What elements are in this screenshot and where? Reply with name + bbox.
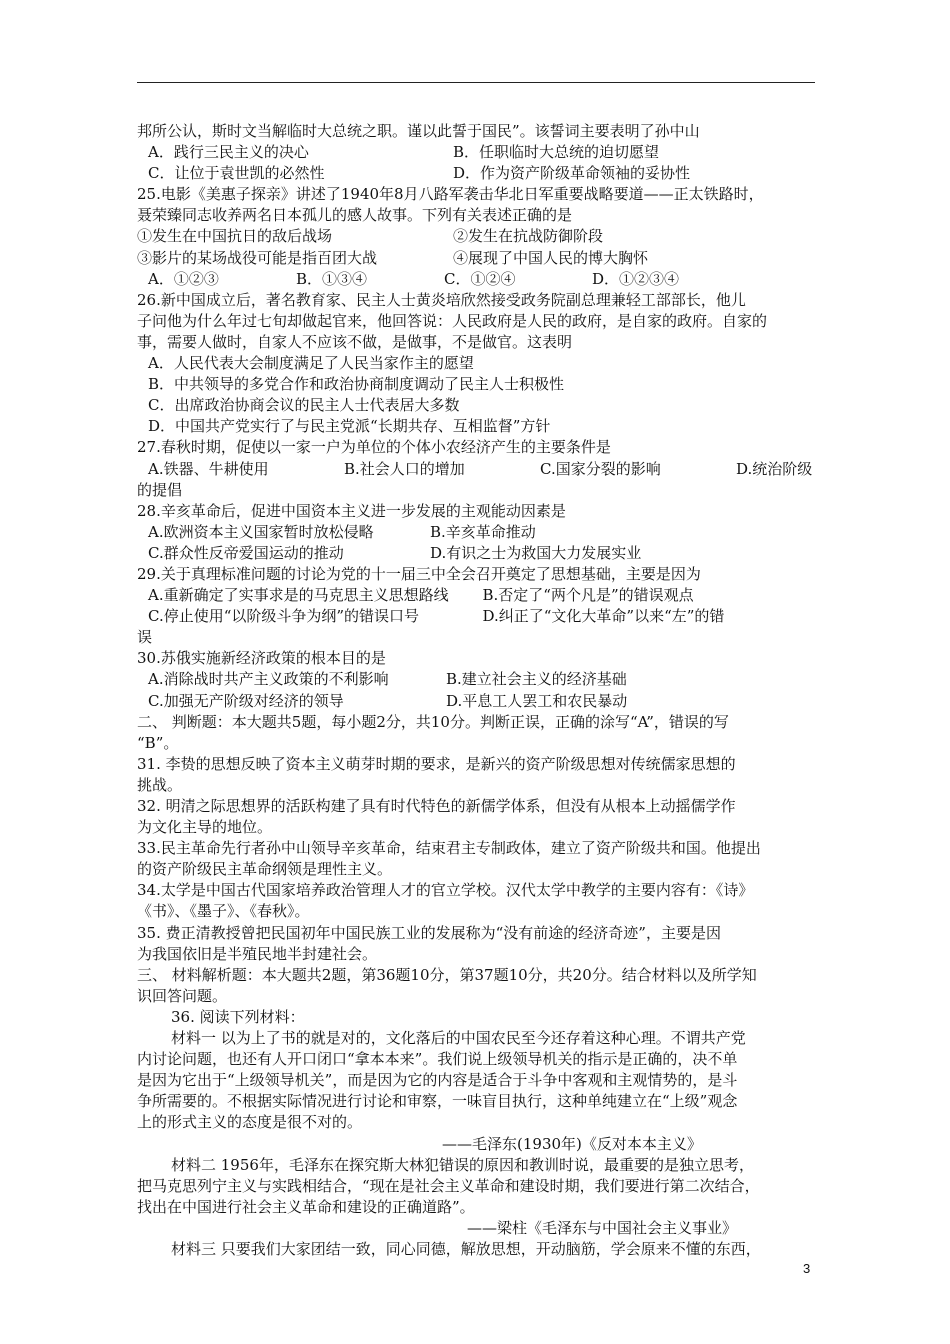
text-line: 为我国依旧是半殖民地半封建社会。 [137,944,378,963]
material-1-line: 材料一 以为上了书的就是对的，文化落后的中国农民至今还存着这种心理。不谓共产党 [171,1029,746,1048]
q27-option-c: C.国家分裂的影响 [540,459,661,478]
page-content [137,121,817,1260]
text-line: 《书》、《墨子》、《春秋》。 [137,902,310,921]
q28-option-c: C.群众性反帝爱国运动的推动 [148,543,344,562]
question-25: 25.电影《美惠子探亲》讲述了1940年8月八路军袭击华北日军重要战略要道——正太铁路时， [137,185,764,204]
question-30: 30.苏俄实施新经济政策的根本目的是 [137,649,386,668]
q25-item-1: ①发生在中国抗日的敌后战场 [137,227,333,246]
q30-options [137,691,817,712]
text-line: 事，需要人做时，自家人不应该不做，是做事，不是做官。这表明 [137,332,573,351]
q30-options [137,669,817,690]
q27-option-d: D.统治阶级 [736,459,813,478]
q26-option-b: B．中共领导的多党合作和政治协商制度调动了民主人士积极性 [148,375,565,394]
q29-options [137,606,817,627]
question-36: 36. 阅读下列材料： [171,1007,305,1026]
material-1-source: ——毛泽东(1930年)《反对本本主义》 [442,1134,702,1153]
q24-options [137,163,817,184]
page-number: 3 [803,1261,811,1276]
q25-item-4: ④展现了中国人民的博大胸怀 [453,248,649,267]
question-29: 29.关于真理标准问题的讨论为党的十一届三中全会召开奠定了思想基础，主要是因为 [137,564,701,583]
text-line: 的资产阶级民主革命纲领是理性主义。 [137,860,393,879]
material-1-line: 内讨论问题，也还有人开口闭口“拿本本来”。我们说上级领导机关的指示是正确的，决不单 [137,1050,738,1069]
q28-option-a: A.欧洲资本主义国家暂时放松侵略 [148,522,374,541]
header-rule [137,82,815,83]
q25-options [137,269,817,290]
text-line: 子问他为什么年过七旬却做起官来，他回答说：人民政府是人民的政府，是自家的政府。自家的 [137,311,768,330]
q29-option-c: C.停止使用“以阶级斗争为纲”的错误口号 [148,607,420,626]
q30-option-c: C.加强无产阶级对经济的领导 [148,691,344,710]
q26-option-c: C．出席政治协商会议的民主人士代表居大多数 [148,396,460,415]
q25-option-d: D．①②③④ [592,269,680,288]
text-line: 为文化主导的地位。 [137,818,273,837]
material-3-line: 材料三 只要我们大家团结一致，同心同德，解放思想，开动脑筋，学会原来不懂的东西， [171,1239,761,1258]
q30-option-d: D.平息工人罢工和农民暴动 [446,691,628,710]
question-33: 33.民主革命先行者孙中山领导辛亥革命，结束君主专制政体，建立了资产阶级共和国。他提出 [137,839,761,858]
q24-options [137,142,817,163]
q25-option-c: C．①②④ [444,269,516,288]
material-2-line: 把马克思列宁主义与实践相结合，“现在是社会主义革命和建设时期，我们要进行第二次结合， [137,1176,760,1195]
text-line: 识回答问题。 [137,986,228,1005]
material-1-line: 争所需要的。不根据实际情况进行讨论和审察，一味盲目执行，这种单纯建立在“上级”观念 [137,1092,738,1111]
question-26: 26.新中国成立后，著名教育家、民主人士黄炎培欣然接受政务院副总理兼轻工部部长，他儿 [137,290,746,309]
text-line: 聂荣臻同志收养两名日本孤儿的感人故事。下列有关表述正确的是 [137,206,573,225]
material-2-line: 材料二 1956年，毛泽东在探究斯大林犯错误的原因和教训时说，最重要的是独立思考， [171,1155,754,1174]
material-1-line: 上的形式主义的态度是很不对的。 [137,1113,363,1132]
question-31: 31. 李贽的思想反映了资本主义萌芽时期的要求，是新兴的资产阶级思想对传统儒家思想的 [137,754,736,773]
q28-options [137,522,817,543]
question-34: 34.太学是中国古代国家培养政治管理人才的官立学校。汉代太学中教学的主要内容有：《诗》 [137,881,754,900]
q25-option-a: A．①②③ [148,269,219,288]
section-2-heading: 二、 判断题：本大题共5题，每小题2分，共10分。判断正误，正确的涂写“A”，错误的写 [137,712,729,731]
q24-option-d: D．作为资产阶级革命领袖的妥协性 [453,164,691,183]
text-line: 的提倡 [137,480,183,499]
section-3-heading: 三、 材料解析题：本大题共2题，第36题10分，第37题10分，共20分。结合材料以及所学知 [137,965,757,984]
q25-items [137,248,817,269]
q27-option-b: B.社会人口的增加 [344,459,465,478]
q28-options [137,543,817,564]
q25-item-2: ②发生在抗战防御阶段 [453,227,604,246]
q27-option-a: A.铁器、牛耕使用 [148,459,269,478]
text-line: 挑战。 [137,775,183,794]
text-line: 误 [137,628,153,647]
q24-option-a: A．践行三民主义的决心 [148,143,309,162]
q29-options [137,585,817,606]
question-35: 35. 费正清教授曾把民国初年中国民族工业的发展称为“没有前途的经济奇迹”，主要是因 [137,923,721,942]
q30-option-a: A.消除战时共产主义政策的不利影响 [148,670,389,689]
q25-items [137,226,817,247]
question-27: 27.春秋时期，促使以一家一户为单位的个体小农经济产生的主要条件是 [137,438,611,457]
q25-item-3: ③影片的某场战役可能是指百团大战 [137,248,378,267]
q30-option-b: B.建立社会主义的经济基础 [446,670,627,689]
q24-option-c: C．让位于袁世凯的必然性 [148,164,325,183]
q29-option-d: D.纠正了“文化大革命”以来“左”的错 [482,607,725,626]
material-1-line: 是因为它出于“上级领导机关”，而是因为它的内容是适合于斗争中客观和主观情势的，是斗 [137,1071,738,1090]
question-28: 28.辛亥革命后，促进中国资本主义进一步发展的主观能动因素是 [137,501,566,520]
q24-option-b: B．任职临时大总统的迫切愿望 [453,143,660,162]
text-line: “B”。 [137,733,179,752]
q28-option-d: D.有识之士为救国大力发展实业 [430,543,642,562]
q28-option-b: B.辛亥革命推动 [430,522,536,541]
q26-option-d: D．中国共产党实行了与民主党派“长期共存、互相监督”方针 [148,417,551,436]
q27-options [137,459,817,480]
text-line: 邦所公认，斯时文当解临时大总统之职。谨以此誓于国民”。该誓词主要表明了孙中山 [137,122,700,140]
q29-option-a: A.重新确定了实事求是的马克思主义思想路线 [148,586,449,605]
question-32: 32. 明清之际思想界的活跃构建了具有时代特色的新儒学体系，但没有从根本上动摇儒学作 [137,797,736,815]
material-2-line: 找出在中国进行社会主义革命和建设的正确道路”。 [137,1197,475,1216]
q25-option-b: B．①③④ [296,269,368,288]
q29-option-b: B.否定了“两个凡是”的错误观点 [482,586,694,605]
material-2-source: ——梁柱《毛泽东与中国社会主义事业》 [467,1218,738,1237]
q26-option-a: A．人民代表大会制度满足了人民当家作主的愿望 [148,354,474,373]
